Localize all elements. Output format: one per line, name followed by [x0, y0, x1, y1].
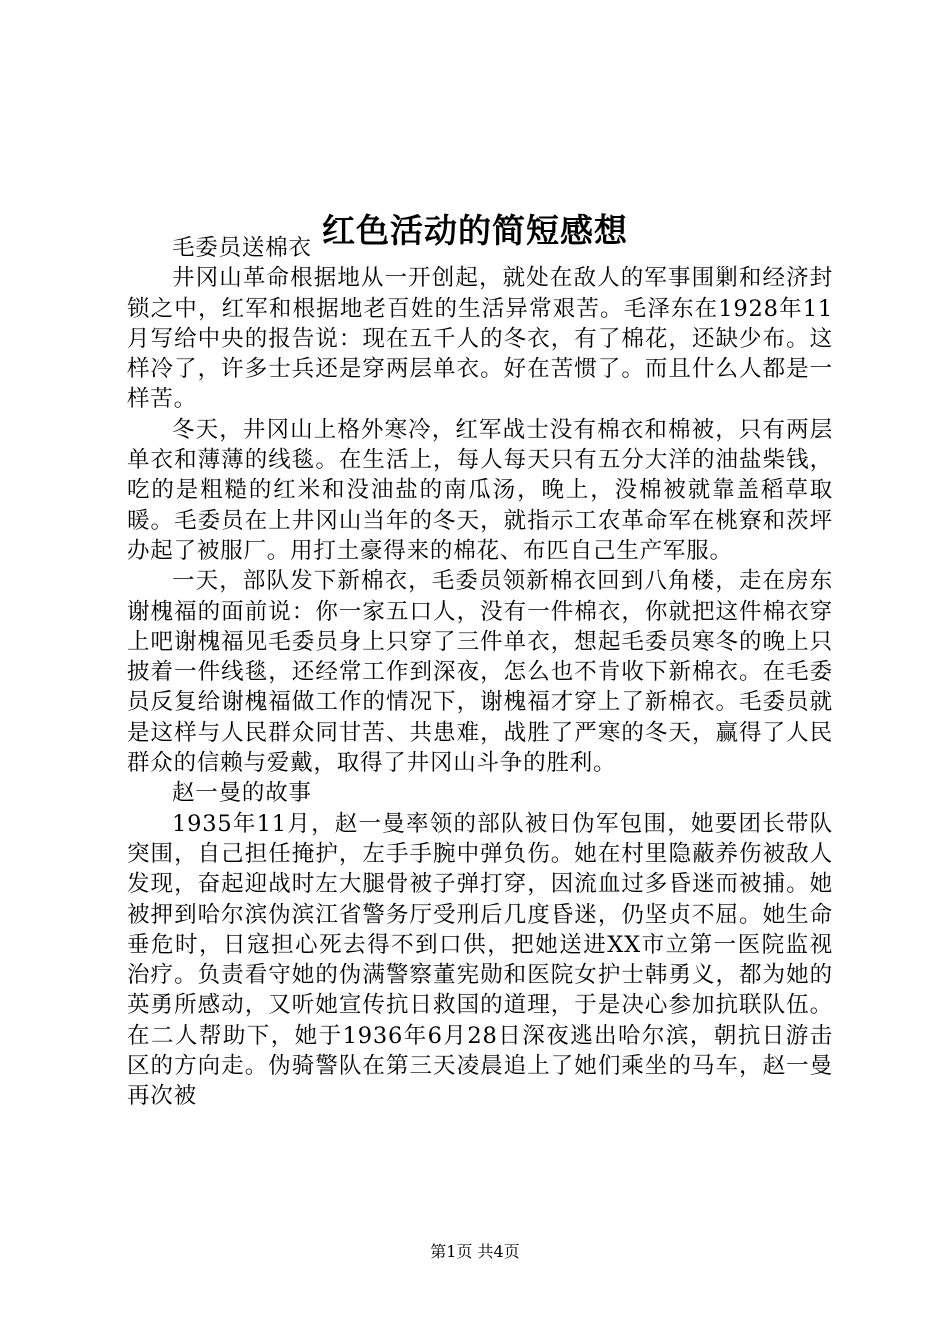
page-footer: 第1页 共4页 [430, 1242, 520, 1261]
section-heading: 毛委员送棉衣 [172, 235, 312, 261]
body-paragraph: 1935年11月，赵一曼率领的部队被日伪军包围，她要团长带队突围，自己担任掩护，左手手腕中弹负伤。她在村里隐蔽养伤被敌人发现，奋起迎战时左大腿骨被子弹打穿，因流血过多昏迷而被捕。她被押到哈尔滨伪滨江省警务厅受刑后几度昏迷，仍坚贞不屈。她生命垂危时，日寇担心死去得不到口供，把她送进XX市立第一医院监视治疗。负责看守她的伪满警察董宪勋和医院女护士韩勇义，都为她的英勇所感动，又听她宣传抗日救国的道理，于是决心参加抗联队伍。在二人帮助下，她于1936年6月28日深夜逃出哈尔滨，朝抗日游击区的方向走。伪骑警队在第三天凌晨追上了她们乘坐的马车，赵一曼再次被 [127, 810, 833, 1110]
section-heading: 赵一曼的故事 [172, 780, 312, 807]
body-paragraph: 井冈山革命根据地从一开创起，就处在敌人的军事围剿和经济封锁之中，红军和根据地老百姓的生活异常艰苦。毛泽东在1928年11月写给中央的报告说：现在五千人的冬衣，有了棉花，还缺少布。这样冷了，许多士兵还是穿两层单衣。好在苦惯了。而且什么人都是一样苦。 [127, 265, 833, 413]
document-title: 红色活动的简短感想 [322, 211, 628, 251]
body-paragraph: 一天，部队发下新棉衣，毛委员领新棉衣回到八角楼，走在房东谢槐福的面前说：你一家五口人，没有一件棉衣，你就把这件棉衣穿上吧谢槐福见毛委员身上只穿了三件单衣，想起毛委员寒冬的晚上只披着一件线毯，还经常工作到深夜，怎么也不肯收下新棉衣。在毛委员反复给谢槐福做工作的情况下，谢槐福才穿上了新棉衣。毛委员就是这样与人民群众同甘苦、共患难，战胜了严寒的冬天，赢得了人民群众的信赖与爱戴，取得了井冈山斗争的胜利。 [127, 568, 833, 777]
body-paragraph: 冬天，井冈山上格外寒冷，红军战士没有棉衣和棉被，只有两层单衣和薄薄的线毯。在生活上，每人每天只有五分大洋的油盐柴钱，吃的是粗糙的红米和没油盐的南瓜汤，晚上，没棉被就靠盖稻草取暖。毛委员在上井冈山当年的冬天，就指示工农革命军在桃寮和茨坪办起了被服厂。用打土豪得来的棉花、布匹自己生产军服。 [127, 416, 833, 564]
document-body [127, 233, 833, 1112]
